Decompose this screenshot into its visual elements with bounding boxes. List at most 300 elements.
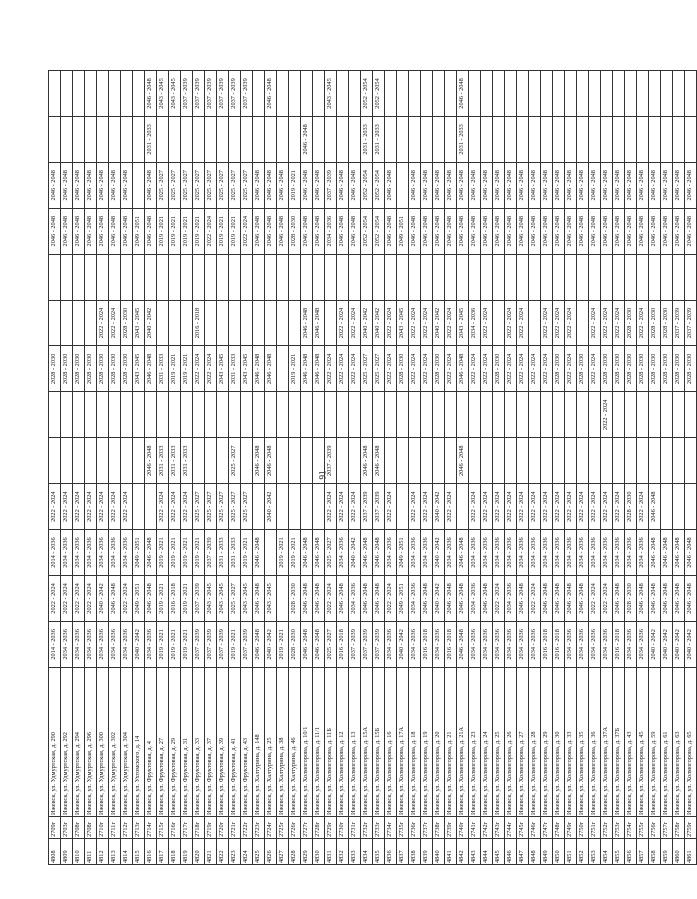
period-cell: [325, 116, 337, 162]
period-cell: [325, 392, 337, 438]
period-cell: 2034 - 2036: [337, 530, 349, 576]
period-cell: 2046 - 2048: [649, 208, 661, 254]
table-row: [433, 71, 445, 865]
period-cell: [97, 438, 109, 484]
period-cell: 2037 - 2039: [205, 530, 217, 576]
row-number-cell: 4849: [541, 838, 553, 864]
address-cell: Ижевск, ул. Холмогорова, д. 61: [661, 667, 673, 816]
period-cell: [73, 116, 85, 162]
period-cell: 2046 - 2048: [409, 208, 421, 254]
table-body: [49, 71, 697, 865]
period-cell: 2046 - 2048: [421, 208, 433, 254]
period-cell: [661, 71, 673, 117]
period-cell: 2022 - 2024: [169, 484, 181, 530]
period-cell: 2022 - 2024: [241, 208, 253, 254]
period-cell: 2034 - 2036: [589, 621, 601, 667]
period-cell: 2019 - 2021: [181, 208, 193, 254]
period-cell: 2046 - 2048: [361, 576, 373, 622]
period-cell: [433, 254, 445, 300]
period-cell: 2034 - 2036: [541, 530, 553, 576]
period-cell: 2031 - 2033: [457, 116, 469, 162]
period-cell: 2046 - 2048: [61, 162, 73, 208]
period-cell: 2046 - 2048: [373, 530, 385, 576]
period-cell: [229, 392, 241, 438]
period-cell: [421, 392, 433, 438]
period-cell: 2046 - 2048: [661, 208, 673, 254]
address-cell: Ижевск, ул. Холмогорова, д. 10/1: [301, 667, 313, 816]
period-cell: 2016 - 2018: [193, 300, 205, 346]
period-cell: [49, 254, 61, 300]
period-cell: [85, 392, 97, 438]
period-cell: 2022 - 2024: [529, 484, 541, 530]
period-cell: 2049 - 2051: [133, 576, 145, 622]
period-cell: 2037 - 2039: [181, 71, 193, 117]
period-cell: [541, 392, 553, 438]
period-cell: 2040 - 2042: [397, 621, 409, 667]
table-row: [505, 71, 517, 865]
period-cell: 2031 - 2033: [229, 530, 241, 576]
period-cell: 2031 - 2033: [217, 530, 229, 576]
period-cell: 2037 - 2039: [685, 300, 697, 346]
period-cell: 2046 - 2048: [109, 162, 121, 208]
row-number-cell: 4808: [49, 838, 61, 864]
period-cell: 2028 - 2030: [661, 346, 673, 392]
period-cell: [409, 392, 421, 438]
period-cell: [445, 71, 457, 117]
period-cell: 2046 - 2048: [313, 576, 325, 622]
period-cell: 2046 - 2048: [529, 162, 541, 208]
period-cell: [589, 116, 601, 162]
object-id-cell: 2738г: [433, 817, 445, 839]
period-cell: 2022 - 2024: [445, 300, 457, 346]
period-cell: 2040 - 2042: [361, 300, 373, 346]
period-cell: [625, 254, 637, 300]
period-cell: [121, 116, 133, 162]
address-cell: Ижевск, ул. Халтурина, д. 38: [277, 667, 289, 816]
period-cell: [97, 71, 109, 117]
period-cell: [517, 71, 529, 117]
row-number-cell: 4829: [301, 838, 313, 864]
period-cell: 2034 - 2036: [565, 621, 577, 667]
period-cell: 2022 - 2024: [517, 346, 529, 392]
table-row: [385, 71, 397, 865]
period-cell: [205, 438, 217, 484]
table-row: [613, 71, 625, 865]
period-cell: 2046 - 2048: [685, 162, 697, 208]
object-id-cell: 2732г: [361, 817, 373, 839]
address-cell: Ижевск, ул. Халтурина, д. 46: [289, 667, 301, 816]
period-cell: [469, 71, 481, 117]
address-cell: Ижевск, ул. Холмогорова, д. 17А: [397, 667, 409, 816]
period-cell: 2022 - 2024: [553, 300, 565, 346]
period-cell: [529, 438, 541, 484]
period-cell: [133, 392, 145, 438]
object-id-cell: 2739г: [445, 817, 457, 839]
object-id-cell: 2737г: [421, 817, 433, 839]
period-cell: [301, 254, 313, 300]
period-cell: 2046 - 2048: [313, 300, 325, 346]
period-cell: [85, 116, 97, 162]
period-cell: 2043 - 2045: [217, 346, 229, 392]
period-cell: 2022 - 2024: [565, 300, 577, 346]
table-row: [541, 71, 553, 865]
period-cell: [649, 438, 661, 484]
period-cell: [241, 300, 253, 346]
object-id-cell: 2717г: [181, 817, 193, 839]
period-cell: [613, 116, 625, 162]
period-cell: 2022 - 2024: [337, 484, 349, 530]
period-cell: 2046 - 2048: [85, 162, 97, 208]
period-cell: 2034 - 2036: [565, 530, 577, 576]
period-cell: 2022 - 2024: [109, 484, 121, 530]
period-cell: 2046 - 2048: [433, 162, 445, 208]
period-cell: [493, 300, 505, 346]
period-cell: 2046 - 2048: [313, 162, 325, 208]
period-cell: 2046 - 2048: [49, 208, 61, 254]
period-cell: [601, 71, 613, 117]
period-cell: 2019 - 2021: [169, 346, 181, 392]
period-cell: 2022 - 2024: [121, 484, 133, 530]
period-cell: [541, 116, 553, 162]
row-number-cell: 4858: [649, 838, 661, 864]
period-cell: 2022 - 2024: [385, 576, 397, 622]
period-cell: [433, 116, 445, 162]
object-id-cell: 2755г: [637, 817, 649, 839]
period-cell: 2019 - 2021: [181, 530, 193, 576]
address-cell: Ижевск, ул. Фруктовая, д. 31: [181, 667, 193, 816]
address-cell: Ижевск, ул. Холмогорова, д. 63: [673, 667, 685, 816]
period-cell: 2046 - 2048: [301, 530, 313, 576]
period-cell: 2046 - 2048: [517, 162, 529, 208]
object-id-cell: 2730г: [337, 817, 349, 839]
period-cell: [205, 116, 217, 162]
period-cell: [205, 300, 217, 346]
period-cell: 2052 - 2054: [373, 208, 385, 254]
period-cell: 2046 - 2048: [145, 346, 157, 392]
period-cell: [373, 254, 385, 300]
period-cell: 2037 - 2039: [193, 621, 205, 667]
period-cell: 2025 - 2027: [205, 484, 217, 530]
period-cell: [241, 392, 253, 438]
address-cell: Ижевск, ул. Халтурина, д. 148: [253, 667, 265, 816]
table-row: [421, 71, 433, 865]
period-cell: 2025 - 2027: [361, 346, 373, 392]
period-cell: [277, 392, 289, 438]
period-cell: 2046 - 2048: [553, 208, 565, 254]
period-cell: 2028 - 2030: [625, 300, 637, 346]
object-id-cell: 2715г: [157, 817, 169, 839]
period-cell: [613, 254, 625, 300]
period-cell: [217, 438, 229, 484]
period-cell: 2028 - 2030: [61, 346, 73, 392]
period-cell: 2022 - 2024: [385, 300, 397, 346]
period-cell: 2046 - 2048: [361, 438, 373, 484]
period-cell: 2022 - 2024: [601, 576, 613, 622]
period-cell: [193, 254, 205, 300]
period-cell: 2046 - 2048: [457, 162, 469, 208]
period-cell: 2028 - 2030: [649, 300, 661, 346]
period-cell: 2019 - 2021: [157, 530, 169, 576]
period-cell: 2043 - 2045: [265, 576, 277, 622]
table-row: [649, 71, 661, 865]
period-cell: 2022 - 2024: [481, 484, 493, 530]
period-cell: [145, 392, 157, 438]
period-cell: 2049 - 2051: [397, 530, 409, 576]
period-cell: 2022 - 2024: [505, 346, 517, 392]
period-cell: 2022 - 2024: [553, 484, 565, 530]
period-cell: [661, 438, 673, 484]
period-cell: 2046 - 2048: [313, 346, 325, 392]
period-cell: 2034 - 2036: [61, 621, 73, 667]
period-cell: [397, 254, 409, 300]
period-cell: 2034 - 2036: [493, 530, 505, 576]
period-cell: [457, 392, 469, 438]
object-id-cell: 2754г: [625, 817, 637, 839]
period-cell: [445, 392, 457, 438]
period-cell: 2022 - 2024: [73, 484, 85, 530]
period-cell: [133, 254, 145, 300]
period-cell: [337, 438, 349, 484]
period-cell: [649, 116, 661, 162]
page-number: 91: [317, 470, 328, 480]
period-cell: [133, 116, 145, 162]
period-cell: [337, 116, 349, 162]
period-cell: [49, 300, 61, 346]
period-cell: 2034 - 2036: [85, 530, 97, 576]
period-cell: 2022 - 2024: [541, 300, 553, 346]
period-cell: [445, 438, 457, 484]
period-cell: 2019 - 2021: [169, 208, 181, 254]
period-cell: [553, 71, 565, 117]
period-cell: 2052 - 2054: [361, 208, 373, 254]
row-number-cell: 4833: [349, 838, 361, 864]
address-cell: Ижевск, ул. Холмогорова, д. 65: [685, 667, 697, 816]
period-cell: [145, 254, 157, 300]
address-cell: Ижевск, ул. Удмуртская, д. 302: [109, 667, 121, 816]
period-cell: 2022 - 2024: [385, 346, 397, 392]
period-cell: [457, 484, 469, 530]
period-cell: 2022 - 2024: [205, 208, 217, 254]
period-cell: 2037 - 2039: [217, 621, 229, 667]
period-cell: 2019 - 2021: [241, 530, 253, 576]
period-cell: 2046 - 2048: [649, 530, 661, 576]
period-cell: 2022 - 2024: [481, 346, 493, 392]
period-cell: 2028 - 2030: [85, 346, 97, 392]
period-cell: 2022 - 2024: [109, 300, 121, 346]
period-cell: 2040 - 2042: [265, 484, 277, 530]
period-cell: 2022 - 2024: [541, 346, 553, 392]
period-cell: [277, 116, 289, 162]
table-row: [565, 71, 577, 865]
period-cell: [361, 254, 373, 300]
period-cell: 2046 - 2048: [421, 162, 433, 208]
period-cell: 2046 - 2048: [361, 530, 373, 576]
period-cell: 2040 - 2042: [433, 576, 445, 622]
period-cell: 2034 - 2036: [529, 621, 541, 667]
address-cell: Ижевск, ул. Холмогорова, д. 28: [529, 667, 541, 816]
object-id-cell: 2728г: [313, 817, 325, 839]
period-cell: 2019 - 2021: [193, 208, 205, 254]
period-cell: 2031 - 2033: [229, 346, 241, 392]
period-cell: 2046 - 2048: [445, 576, 457, 622]
period-cell: [553, 438, 565, 484]
period-cell: [493, 438, 505, 484]
row-number-cell: 4809: [61, 838, 73, 864]
table-row: [205, 71, 217, 865]
period-cell: 2025 - 2027: [217, 484, 229, 530]
period-cell: 2046 - 2048: [565, 576, 577, 622]
period-cell: [589, 392, 601, 438]
period-cell: [277, 576, 289, 622]
period-cell: 2034 - 2036: [505, 621, 517, 667]
period-cell: 2046 - 2048: [469, 208, 481, 254]
period-cell: 2019 - 2021: [157, 621, 169, 667]
period-cell: 2034 - 2036: [637, 621, 649, 667]
period-cell: [337, 392, 349, 438]
period-cell: [205, 392, 217, 438]
period-cell: 2034 - 2036: [625, 621, 637, 667]
period-cell: [601, 254, 613, 300]
period-cell: 2046 - 2048: [685, 208, 697, 254]
period-cell: 2037 - 2039: [673, 300, 685, 346]
period-cell: 2046 - 2048: [613, 208, 625, 254]
period-cell: 2046 - 2048: [385, 208, 397, 254]
period-cell: [325, 300, 337, 346]
period-cell: [289, 392, 301, 438]
object-id-cell: 2727г: [301, 817, 313, 839]
period-cell: 2046 - 2048: [673, 576, 685, 622]
period-cell: 2034 - 2036: [349, 576, 361, 622]
address-cell: Ижевск, ул. Удмуртская, д. 294: [73, 667, 85, 816]
period-cell: [685, 254, 697, 300]
period-cell: [385, 116, 397, 162]
period-cell: 2034 - 2036: [325, 208, 337, 254]
period-cell: 2046 - 2048: [649, 576, 661, 622]
period-cell: 2022 - 2024: [193, 346, 205, 392]
period-cell: 2034 - 2036: [433, 621, 445, 667]
period-cell: 2031 - 2033: [373, 116, 385, 162]
period-cell: [385, 438, 397, 484]
table-row: [49, 71, 61, 865]
period-cell: 2046 - 2048: [121, 162, 133, 208]
period-cell: 2028 - 2030: [577, 346, 589, 392]
period-cell: 2046 - 2048: [649, 484, 661, 530]
period-cell: 2022 - 2024: [589, 300, 601, 346]
period-cell: 2043 - 2045: [133, 346, 145, 392]
period-cell: 2022 - 2024: [493, 576, 505, 622]
period-cell: 2046 - 2048: [313, 208, 325, 254]
period-cell: 2034 - 2036: [601, 530, 613, 576]
period-cell: [505, 116, 517, 162]
period-cell: [241, 254, 253, 300]
object-id-cell: 2757г: [661, 817, 673, 839]
row-number-cell: 4856: [625, 838, 637, 864]
row-number-cell: 4854: [601, 838, 613, 864]
period-cell: 2052 - 2054: [361, 162, 373, 208]
period-cell: 2046 - 2048: [97, 208, 109, 254]
period-cell: 2046 - 2048: [265, 438, 277, 484]
period-cell: 2022 - 2024: [349, 484, 361, 530]
table-row: [397, 71, 409, 865]
period-cell: [517, 392, 529, 438]
row-number-cell: 4861: [685, 838, 697, 864]
table-row: [601, 71, 613, 865]
period-cell: 2037 - 2039: [325, 438, 337, 484]
row-number-cell: 4857: [637, 838, 649, 864]
period-cell: 2025 - 2027: [241, 162, 253, 208]
period-cell: 2046 - 2048: [337, 162, 349, 208]
period-cell: 2037 - 2039: [241, 71, 253, 117]
period-cell: [157, 116, 169, 162]
period-cell: 2046 - 2048: [637, 576, 649, 622]
period-cell: 2046 - 2048: [673, 208, 685, 254]
period-cell: 2049 - 2051: [397, 576, 409, 622]
period-cell: [397, 116, 409, 162]
period-cell: [685, 116, 697, 162]
period-cell: 2046 - 2048: [541, 162, 553, 208]
object-id-cell: 2756г: [649, 817, 661, 839]
period-cell: [601, 116, 613, 162]
period-cell: [529, 116, 541, 162]
row-number-cell: 4817: [157, 838, 169, 864]
row-number-cell: 4820: [193, 838, 205, 864]
period-cell: [637, 116, 649, 162]
period-cell: [409, 438, 421, 484]
period-cell: 2028 - 2030: [493, 346, 505, 392]
period-cell: 2046 - 2048: [253, 576, 265, 622]
period-cell: [217, 254, 229, 300]
period-cell: [217, 300, 229, 346]
period-cell: [409, 116, 421, 162]
address-cell: Ижевск, ул. Холмогорова, д. 21: [445, 667, 457, 816]
period-cell: 2016 - 2018: [445, 621, 457, 667]
period-cell: [181, 254, 193, 300]
address-cell: Ижевск, ул. Холмогорова, д. 43: [625, 667, 637, 816]
row-number-cell: 4819: [181, 838, 193, 864]
period-cell: 2034 - 2036: [517, 621, 529, 667]
period-cell: 2025 - 2027: [229, 438, 241, 484]
period-cell: 2034 - 2036: [73, 621, 85, 667]
row-number-cell: 4844: [481, 838, 493, 864]
address-cell: Ижевск, ул. Холмогорова, д. 33: [565, 667, 577, 816]
period-cell: 2022 - 2024: [481, 300, 493, 346]
period-cell: [289, 116, 301, 162]
period-cell: 2022 - 2024: [565, 346, 577, 392]
period-cell: [421, 116, 433, 162]
period-cell: 2040 - 2042: [97, 576, 109, 622]
period-cell: 2025 - 2027: [193, 484, 205, 530]
period-cell: [289, 254, 301, 300]
period-cell: 2028 - 2030: [433, 346, 445, 392]
period-cell: 2022 - 2024: [325, 576, 337, 622]
period-cell: 2022 - 2024: [97, 484, 109, 530]
period-cell: 2046 - 2048: [661, 530, 673, 576]
object-id-cell: 2731г: [349, 817, 361, 839]
period-cell: [181, 392, 193, 438]
period-cell: 2019 - 2021: [229, 208, 241, 254]
period-cell: 2034 - 2036: [577, 530, 589, 576]
period-cell: [169, 300, 181, 346]
period-cell: [613, 392, 625, 438]
address-cell: Ижевск, ул. Удмуртская, д. 290: [49, 667, 61, 816]
period-cell: [253, 392, 265, 438]
period-cell: 2049 - 2051: [133, 530, 145, 576]
period-cell: 2046 - 2048: [349, 208, 361, 254]
period-cell: [313, 116, 325, 162]
period-cell: 2019 - 2021: [157, 208, 169, 254]
period-cell: [301, 484, 313, 530]
period-cell: [181, 300, 193, 346]
